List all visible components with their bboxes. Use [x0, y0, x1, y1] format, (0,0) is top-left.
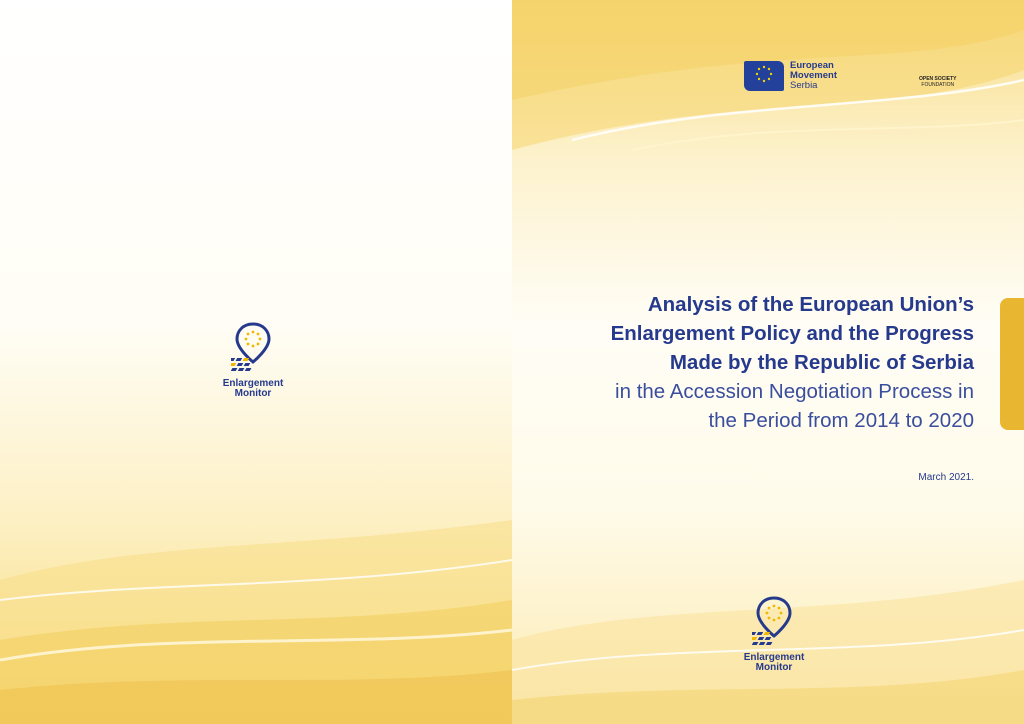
- enlargement-monitor-pin-icon: [752, 596, 796, 648]
- em-line3: Serbia: [790, 80, 818, 91]
- osf-line1: OPEN SOCIETY: [919, 76, 957, 82]
- european-movement-serbia-logo: [744, 61, 837, 91]
- title-bold-line-1: Analysis of the European Union’s: [647, 293, 974, 316]
- front-cover-enlargement-monitor-logo: [729, 596, 819, 673]
- front-logo-line1: Enlargement: [743, 652, 805, 663]
- open-society-foundation-logo: [919, 76, 957, 88]
- em-line1: European: [790, 60, 834, 71]
- enlargement-monitor-pin-icon: [231, 322, 275, 374]
- front-cover-page: [512, 0, 1024, 724]
- title-bold-line-2: Enlargement Policy and the Progress: [610, 322, 974, 345]
- back-logo-line2: Monitor: [234, 388, 272, 399]
- title-light-line-1: in the Accession Negotiation Process in: [615, 380, 974, 403]
- title-light-line-2: the Period from 2014 to 2020: [708, 409, 974, 432]
- front-logo-line2: Monitor: [755, 662, 793, 673]
- title-bold-line-3: Made by the Republic of Serbia: [669, 351, 974, 374]
- back-cover-enlargement-monitor-logo: [208, 322, 298, 399]
- osf-line2: FOUNDATION: [921, 82, 955, 88]
- report-title: [534, 290, 974, 435]
- eu-flag-icon: [744, 61, 784, 91]
- back-logo-line1: Enlargement: [222, 378, 284, 389]
- cover-edge-tab: [1000, 298, 1024, 430]
- back-cover-wave-decoration: [0, 520, 512, 724]
- em-line2: Movement: [790, 70, 837, 81]
- publication-date: March 2021.: [918, 472, 974, 483]
